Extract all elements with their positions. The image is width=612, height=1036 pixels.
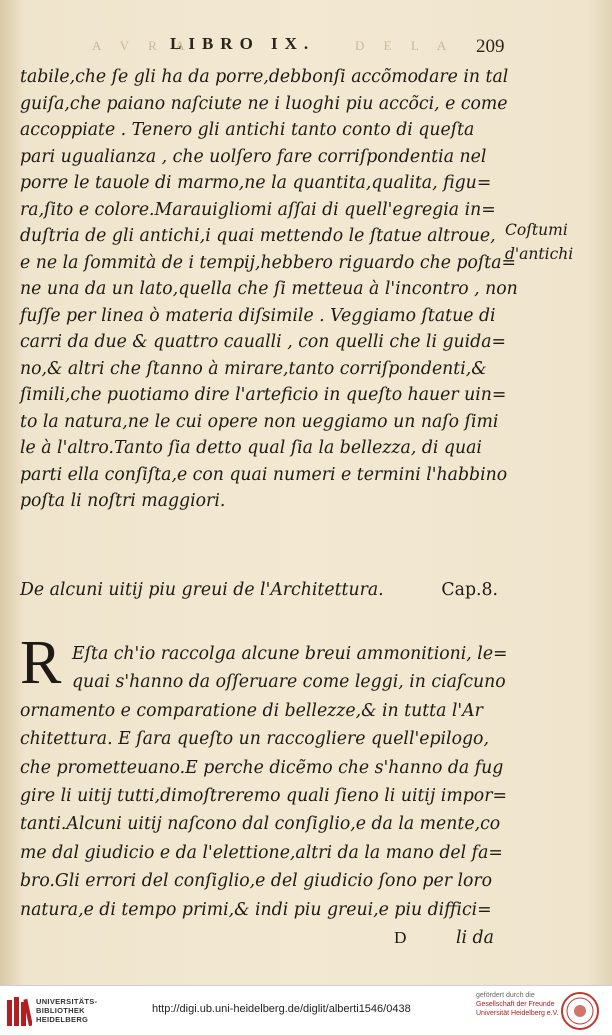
chapter-number: Cap.8. [441,580,498,600]
text-line: chitettura. E ſara queſto un raccogliere quell'epilogo, [20,729,489,750]
viewer-footer [0,985,612,1035]
marginal-note-line: Coſtumi [505,221,568,239]
permalink-url[interactable]: http://digi.ub.uni-heidelberg.de/diglit/alberti1546/0438 [152,1003,411,1015]
text-line: pari ugualianza , che uolſero fare corriſpondentia nel [20,146,487,167]
text-line: me dal giudicio e da l'elettione,altri da la mano del fa= [20,842,503,863]
text-line: gire li uitij tutti,dimoſtreremo quali ſieno li uitij impor= [20,786,507,807]
library-logo-icon [6,994,32,1028]
text-line: ne una da un lato,quella che ſi metteua à l'incontro , non [20,279,518,299]
marginal-note [505,218,573,266]
text-line: fuſſe per linea ò materia diſsimile . Veggiamo ſtatue di [20,305,496,326]
text-line: accoppiate . Tenero gli antichi tanto conto di queſta [20,120,475,140]
text-line: to la natura,ne le cui opere non ueggiamo un naſo ſimi [20,411,499,432]
text-line: che prometteuano.E perche dicẽmo che s'hanno da fug [20,757,504,778]
chapter-heading [20,580,498,600]
text-line: tabile,che ſe gli ha da porre,debbonſi accõmodare in tal [20,67,509,87]
signature-mark: D [394,928,407,947]
text-line: le à l'altro.Tanto ſia detto qual ſia la bellezza, di quai [20,438,482,458]
text-line: no,& altri che ſtanno à mirare,tanto corriſpondenti,& [20,358,487,379]
text-line: porre le tauole di marmo,ne la quantita,qualita, figu= [20,173,492,193]
text-line: parti ella conſiſta,e con quai numeri e termini l'habbino [20,464,508,485]
text-line: duſtria de gli antichi,i quai mettendo le ſtatue altroue, [20,226,496,246]
page-number: 209 [476,36,505,57]
main-text-block [20,64,518,515]
text-line: ornamento e comparatione di bellezze,& in tutta l'Ar [20,700,483,721]
text-line: bro.Gli errori del conſiglio,e del giudicio ſono per loro [20,871,493,892]
chapter-title: De alcuni uitij piu greui de l'Architettura. [20,580,384,600]
chapter-text-block [20,640,508,924]
text-line: quai s'hanno da oſſeruare come leggi, in ciaſcuno [72,672,506,693]
running-title: LIBRO IX. [170,34,316,53]
text-line: ſimili,che puotiamo dire l'arteficio in queſto hauer uin= [20,385,507,405]
text-line: e ne la ſommità de i tempij,hebbero riguardo che poſta= [20,252,517,273]
text-line: poſta li noſtri maggiori. [20,491,226,511]
text-line: guiſa,che paiano naſciute ne i luoghi piu accõci, e come [20,93,508,114]
text-line: carri da due & quattro caualli , con quelli che li guida= [20,332,507,352]
showthrough-text-left: A V R A [92,38,193,53]
catchword: li da [456,928,494,948]
drop-cap: R [20,629,62,697]
sponsor-credit: gefördert durch die Gesellschaft der Freunde Universität Heidelberg e.V. [476,992,559,1017]
text-line: tanti.Alcuni uitij naſcono dal conſiglio,e da la mente,co [20,814,501,835]
library-name: UNIVERSITÄTS- BIBLIOTHEK HEIDELBERG [36,997,98,1024]
showthrough-text-right: D E L A [355,38,455,53]
university-seal-icon [560,991,600,1031]
text-line: Eſta ch'io raccolga alcune breui ammonitioni, le= [72,644,508,664]
text-line: natura,e di tempo primi,& indi piu greui,e piu diffici= [20,899,492,920]
marginal-note-line: d'antichi [505,245,574,263]
text-line: ra,ſito e colore.Marauigliomi aſſai di quell'egregia in= [20,199,496,220]
